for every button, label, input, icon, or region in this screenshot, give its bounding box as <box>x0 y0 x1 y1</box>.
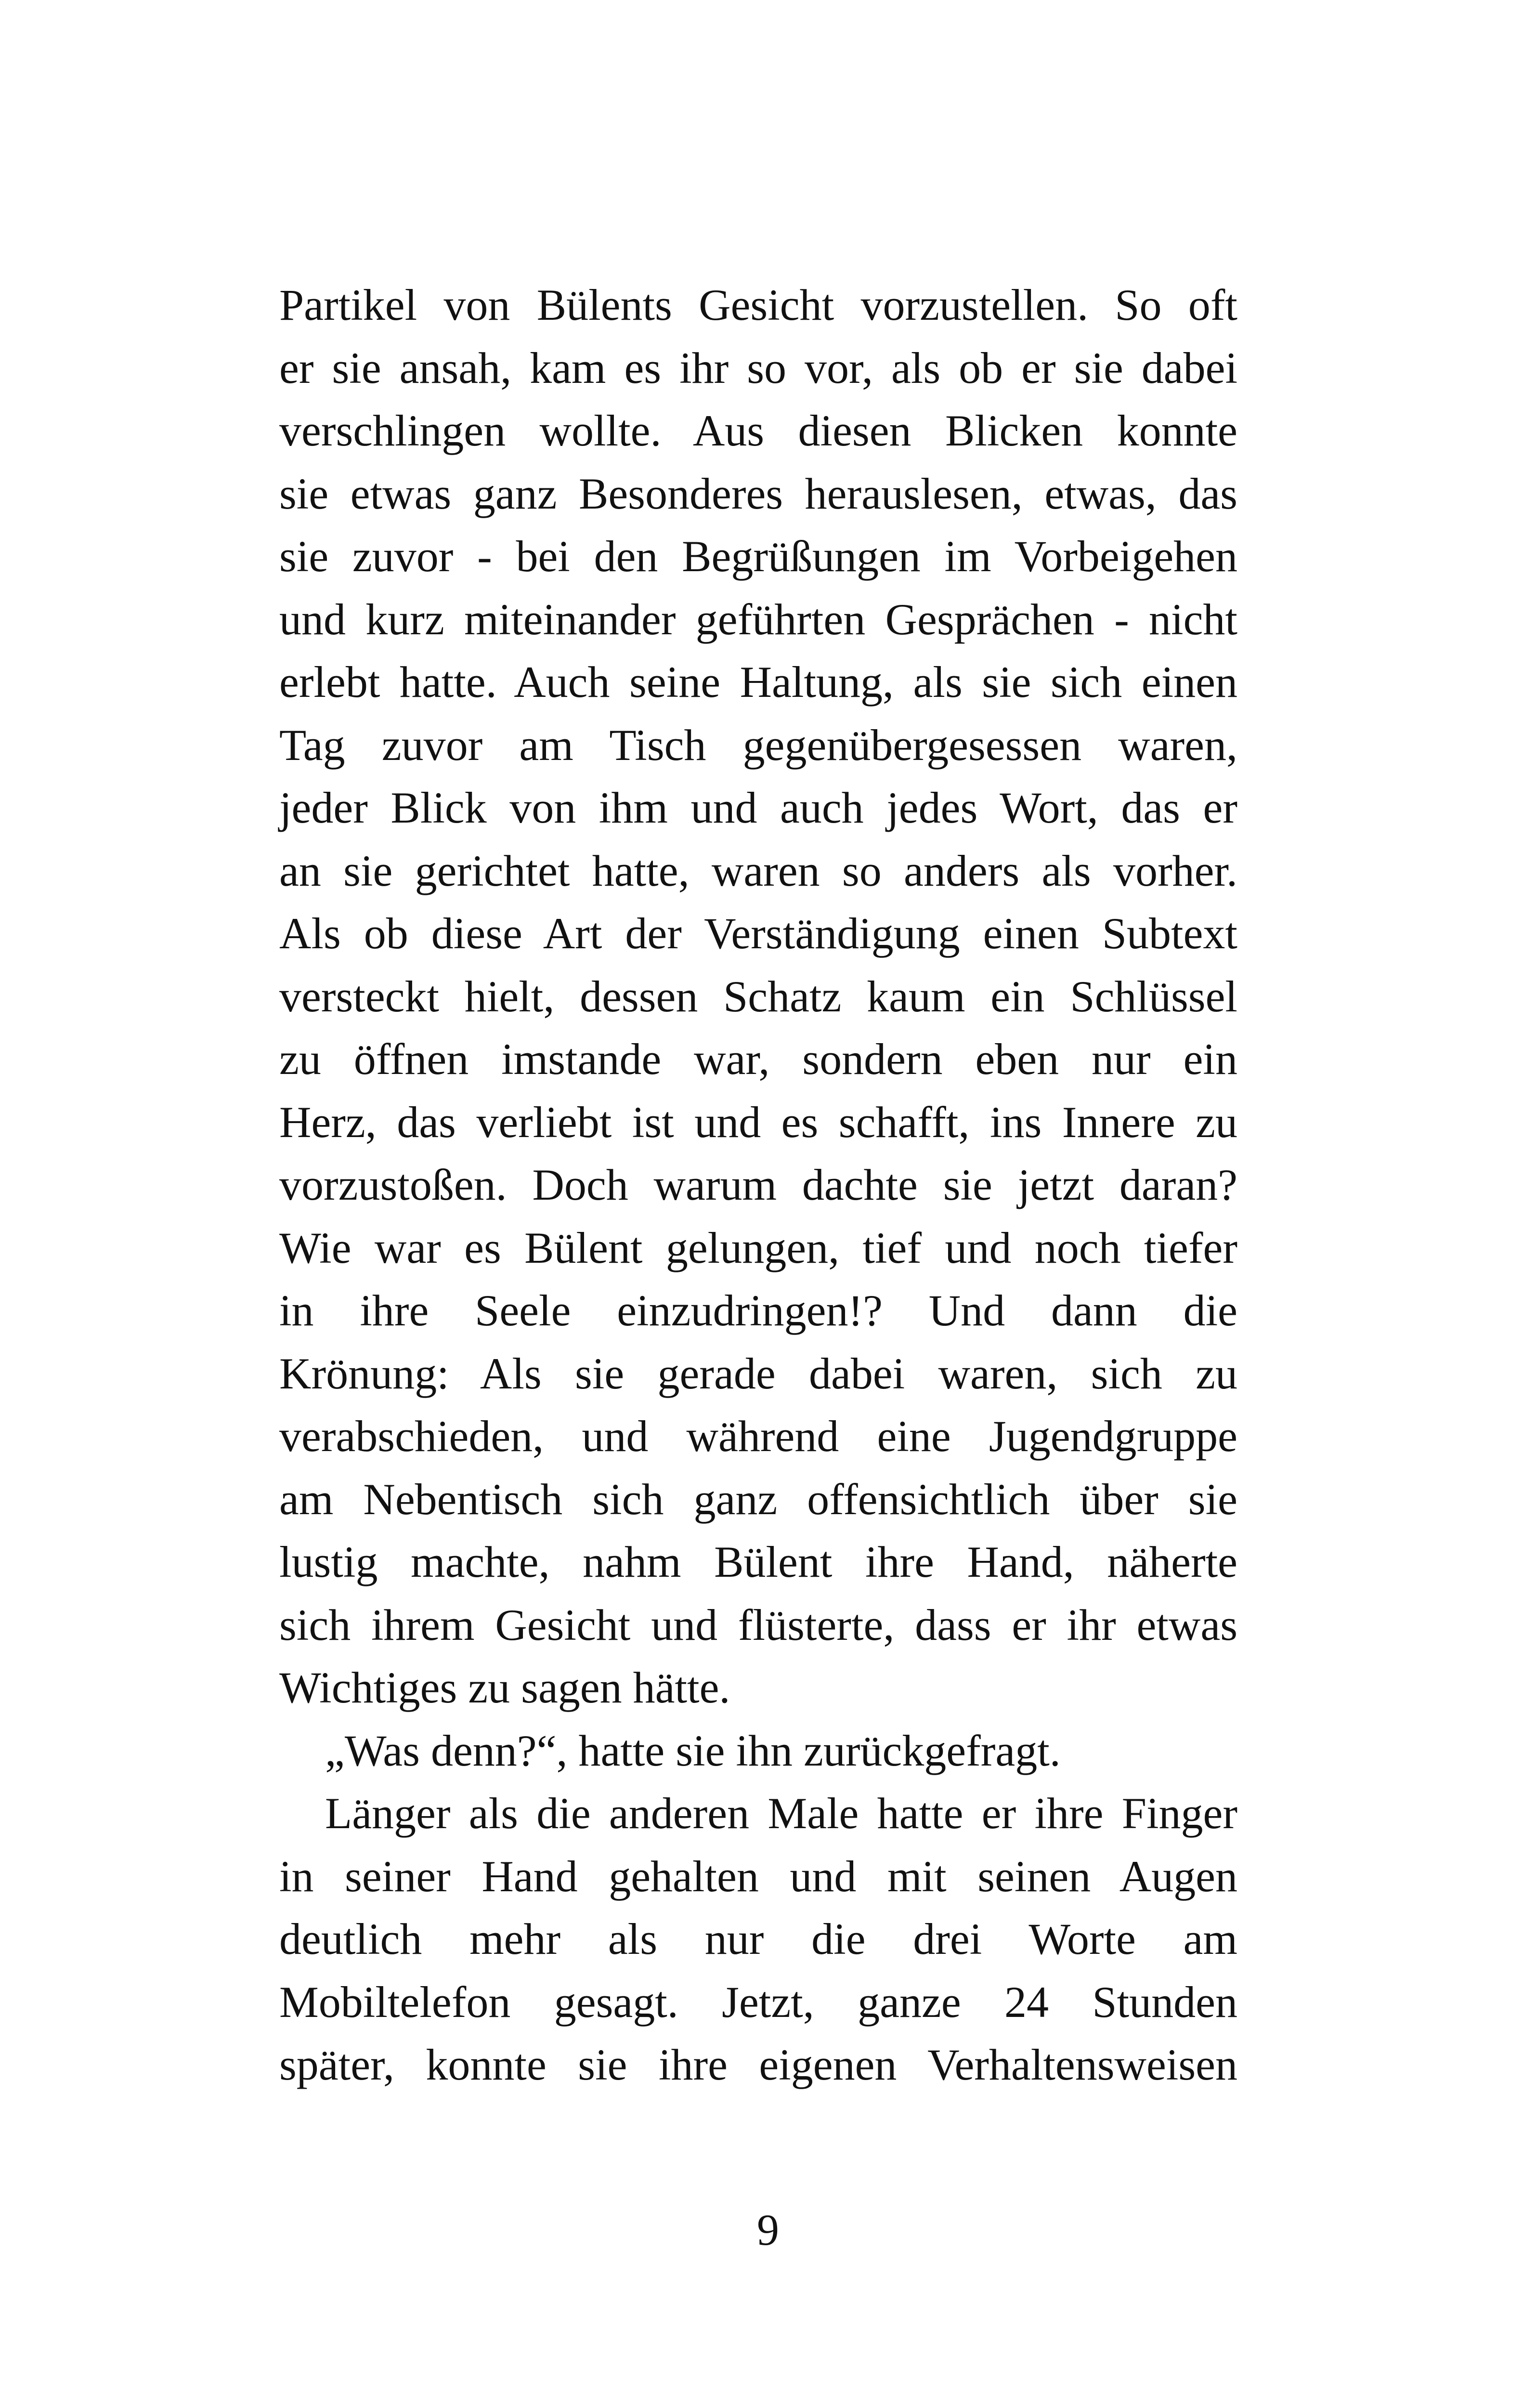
text-line: später, konnte sie ihre eigenen Verhaltensweisen <box>279 2040 1237 2089</box>
text-line: an sie gerichtet hatte, waren so anders als vorher. <box>279 846 1237 895</box>
text-line: Partikel von Bülents Gesicht vorzustellen. So oft <box>279 280 1237 329</box>
body-text <box>279 274 1237 2096</box>
page-number: 9 <box>757 2205 779 2254</box>
text-line: versteckt hielt, dessen Schatz kaum ein Schlüssel <box>279 971 1237 1021</box>
text-line: sich ihrem Gesicht und flüsterte, dass er ihr etwas <box>279 1600 1237 1649</box>
text-line: vorzustoßen. Doch warum dachte sie jetzt daran? <box>279 1160 1237 1209</box>
text-line: er sie ansah, kam es ihr so vor, als ob er sie dabei <box>279 343 1237 393</box>
text-line: und kurz miteinander geführten Gesprächen - nicht <box>279 594 1237 644</box>
text-line: Mobiltelefon gesagt. Jetzt, ganze 24 Stunden <box>279 1977 1237 2027</box>
dialogue-line: „Was denn?“, hatte sie ihn zurückgefragt. <box>325 1726 1061 1775</box>
text-line: Wie war es Bülent gelungen, tief und noch tiefer <box>279 1223 1237 1272</box>
text-line: deutlich mehr als nur die drei Worte am <box>279 1914 1237 1963</box>
text-line: jeder Blick von ihm und auch jedes Wort, das er <box>279 783 1237 832</box>
text-line: Herz, das verliebt ist und es schafft, ins Innere zu <box>279 1097 1237 1147</box>
text-line: sie zuvor - bei den Begrüßungen im Vorbeigehen <box>279 532 1237 581</box>
text-line: Tag zuvor am Tisch gegenübergesessen waren, <box>279 720 1237 770</box>
text-line: lustig machte, nahm Bülent ihre Hand, näherte <box>279 1537 1237 1586</box>
text-line: verabschieden, und während eine Jugendgruppe <box>279 1412 1237 1461</box>
text-line: Krönung: Als sie gerade dabei waren, sich zu <box>279 1348 1237 1398</box>
text-line: Wichtiges zu sagen hätte. <box>279 1663 730 1712</box>
text-line: verschlingen wollte. Aus diesen Blicken konnte <box>279 406 1237 455</box>
text-line: zu öffnen imstande war, sondern eben nur ein <box>279 1034 1237 1084</box>
text-line: in ihre Seele einzudringen!? Und dann die <box>279 1286 1237 1335</box>
text-line: sie etwas ganz Besonderes herauslesen, etwas, das <box>279 469 1237 518</box>
text-line: am Nebentisch sich ganz offensichtlich über sie <box>279 1474 1237 1524</box>
text-line: in seiner Hand gehalten und mit seinen Augen <box>279 1851 1237 1901</box>
text-line: Als ob diese Art der Verständigung einen Subtext <box>279 909 1237 958</box>
text-line: erlebt hatte. Auch seine Haltung, als sie sich einen <box>279 657 1237 707</box>
paragraph-first-line: Länger als die anderen Male hatte er ihre Finger <box>325 1789 1237 1838</box>
